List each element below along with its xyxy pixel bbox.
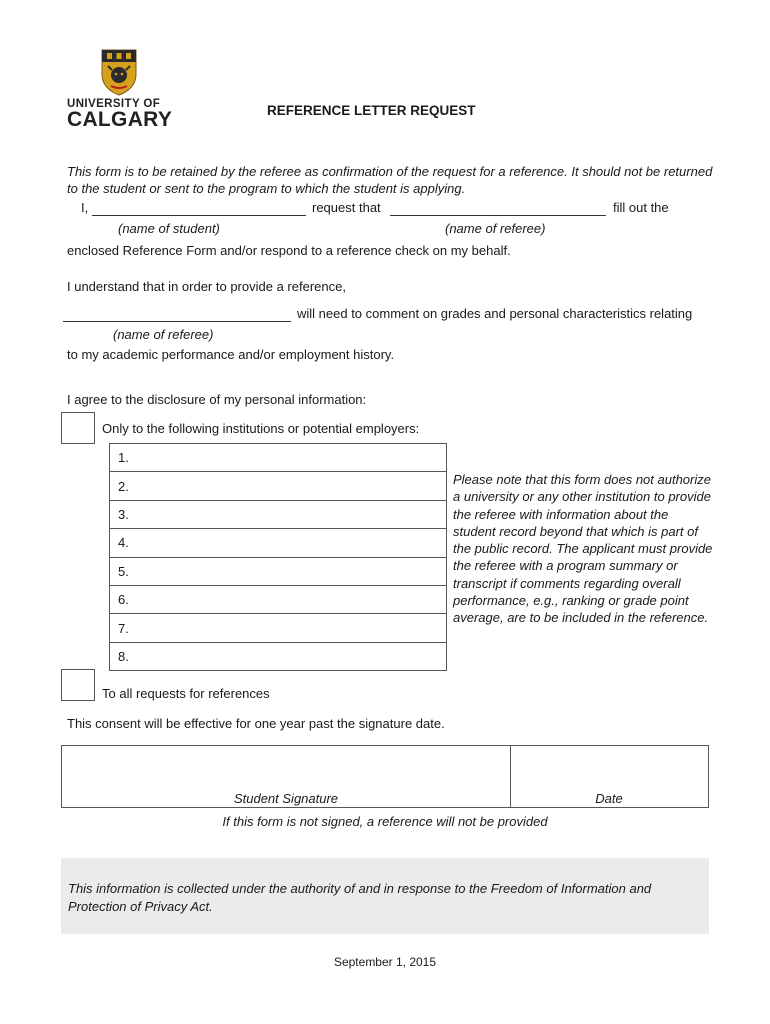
institution-entry[interactable]: 3. [110, 500, 447, 528]
request-that-text: request that [312, 200, 381, 215]
institution-entry[interactable]: 1. [110, 444, 447, 472]
institution-entry[interactable]: 6. [110, 585, 447, 613]
retention-notice: This form is to be retained by the referee as confirmation of the request for a reference. It should not be returned to the student or sent to the program to which the student is applying. [67, 164, 713, 196]
table-row[interactable] [110, 557, 447, 585]
referee-name-field-2[interactable] [63, 321, 291, 322]
student-signature-label: Student Signature [233, 791, 339, 806]
student-signature-field[interactable] [62, 746, 510, 790]
table-row[interactable] [110, 642, 447, 670]
date-label: Date [595, 791, 623, 806]
signature-box [61, 745, 709, 808]
understand-text: I understand that in order to provide a reference, [67, 279, 346, 294]
university-name-line2: CALGARY [67, 108, 173, 131]
university-name-line1: UNIVERSITY OF [67, 98, 161, 110]
privacy-notice-text: This information is collected under the authority of and in response to the Freedom of Information and Protection of Privacy Act. [68, 881, 652, 914]
enclosed-form-text: enclosed Reference Form and/or respond to a reference check on my behalf. [67, 243, 511, 258]
consent-effective-text: This consent will be effective for one year past the signature date. [67, 716, 445, 731]
privacy-notice-box [61, 858, 709, 934]
student-name-caption: (name of student) [118, 221, 220, 236]
table-row[interactable] [110, 500, 447, 528]
table-row[interactable] [110, 444, 447, 472]
fill-out-text: fill out the [613, 200, 669, 215]
crest-icon [100, 48, 138, 96]
table-row[interactable] [110, 614, 447, 642]
footer-date: September 1, 2015 [333, 955, 437, 969]
institution-entry[interactable]: 8. [110, 642, 447, 670]
institutions-only-label: Only to the following institutions or potential employers: [102, 421, 420, 436]
referee-name-field[interactable] [390, 215, 606, 216]
referee-name-caption-2: (name of referee) [113, 327, 214, 342]
institutions-only-checkbox[interactable] [61, 412, 95, 444]
all-requests-checkbox[interactable] [61, 669, 95, 701]
institution-entry[interactable]: 5. [110, 557, 447, 585]
all-requests-label: To all requests for references [102, 686, 270, 701]
date-field[interactable] [511, 746, 708, 790]
table-row[interactable] [110, 529, 447, 557]
institution-entry[interactable]: 2. [110, 472, 447, 500]
page-title: REFERENCE LETTER REQUEST [267, 103, 476, 118]
will-need-text: will need to comment on grades and personal characteristics relating [297, 306, 693, 321]
performance-history-text: to my academic performance and/or employment history. [67, 347, 395, 362]
i-label: I, [81, 200, 89, 215]
disclosure-note: Please note that this form does not authorize a university or any other institution to provide the referee with information about the student record beyond that which is part of the public record. The applicant must provide the referee with a program summary or transcript if comments regarding overall performance, e.g., ranking or grade point average, are to be included in the reference. [453, 472, 713, 626]
institution-entry[interactable]: 4. [110, 529, 447, 557]
student-name-field[interactable] [92, 215, 306, 216]
signature-warning-text: If this form is not signed, a reference will not be provided [222, 814, 548, 829]
table-row[interactable] [110, 472, 447, 500]
table-row[interactable] [110, 585, 447, 613]
institution-entry[interactable]: 7. [110, 614, 447, 642]
disclosure-agree-text: I agree to the disclosure of my personal information: [67, 392, 367, 407]
referee-name-caption: (name of referee) [445, 221, 546, 236]
university-logo [67, 48, 171, 132]
institutions-table [109, 443, 447, 671]
signature-warning [0, 814, 770, 829]
